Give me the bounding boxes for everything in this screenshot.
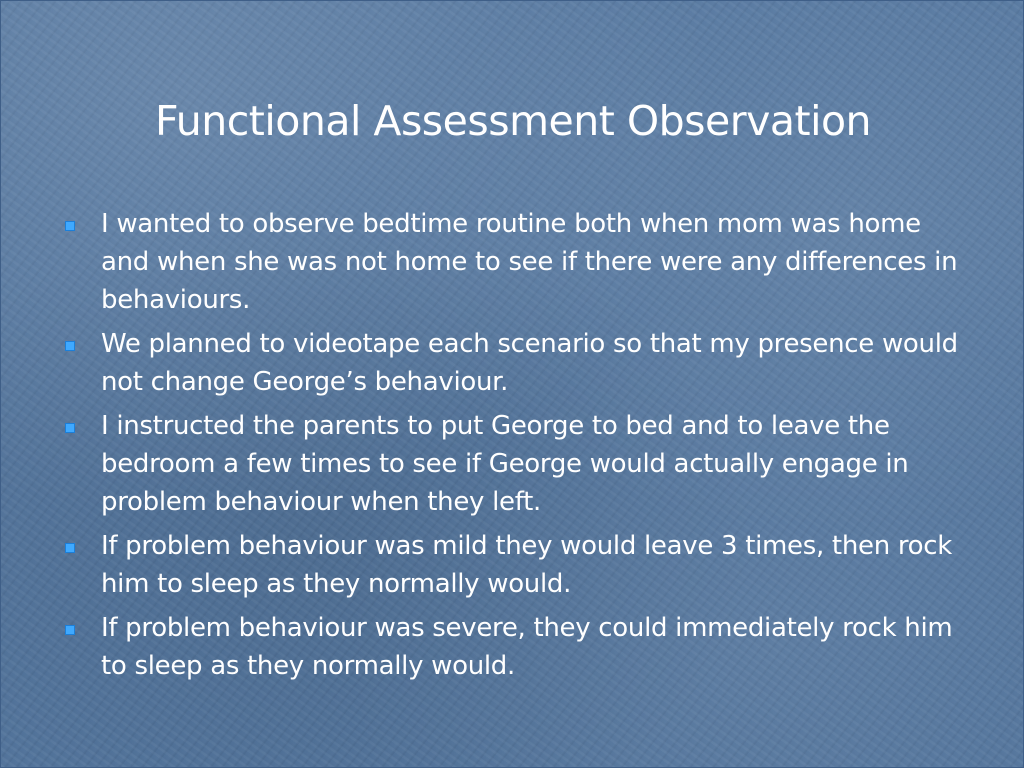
bullet-text: If problem behaviour was mild they would leave 3 times, then rock him to sleep as they normally would. [101,531,953,599]
bullet-item [61,205,976,319]
bullet-item [61,527,976,603]
bullet-text: I wanted to observe bedtime routine both when mom was home and when she was not home to see if there were any differences in behaviours. [101,209,958,315]
bullet-text: We planned to videotape each scenario so that my presence would not change George’s behaviour. [101,329,958,397]
square-bullet-icon [65,221,75,231]
square-bullet-icon [65,423,75,433]
square-bullet-icon [65,625,75,635]
bullet-list [61,205,976,691]
square-bullet-icon [65,543,75,553]
square-bullet-icon [65,341,75,351]
bullet-text: If problem behaviour was severe, they could immediately rock him to sleep as they normally would. [101,613,953,681]
bullet-text: I instructed the parents to put George to bed and to leave the bedroom a few times to see if George would actually engage in problem behaviour when they left. [101,411,909,517]
bullet-item [61,325,976,401]
bullet-item [61,407,976,521]
slide-title: Functional Assessment Observation [154,97,872,145]
bullet-item [61,609,976,685]
